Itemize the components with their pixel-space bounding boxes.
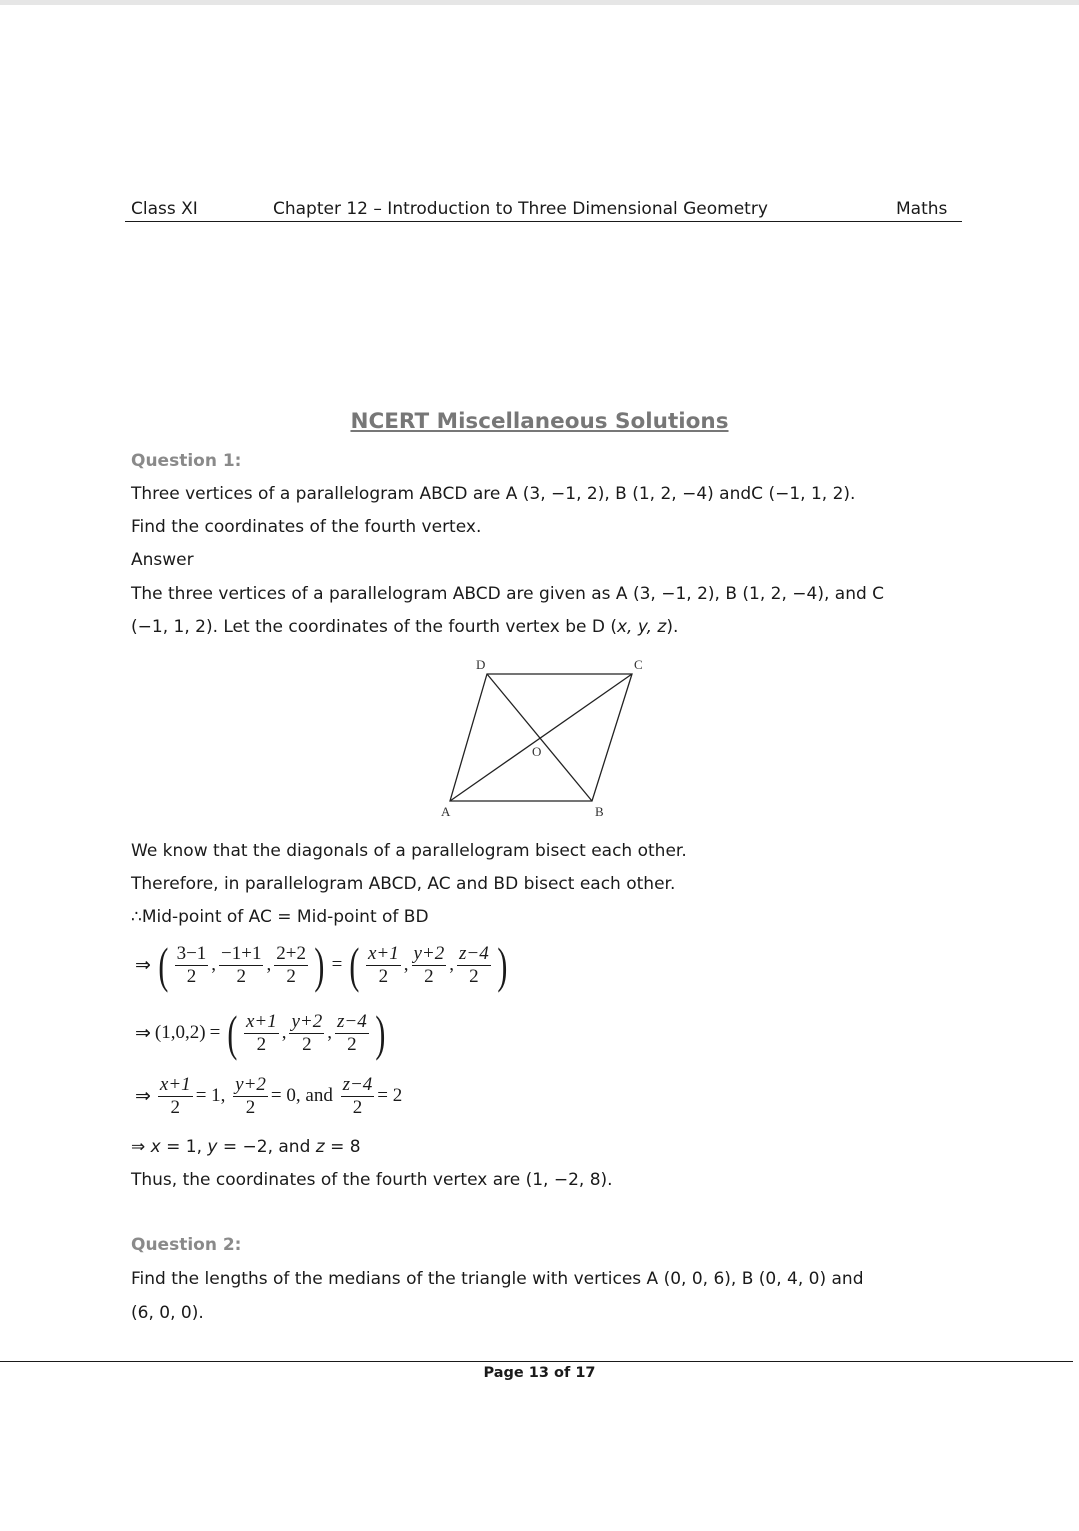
question-1-text-line1: Three vertices of a parallelogram ABCD are A (3, −1, 2), B (1, 2, −4) andC (−1, 1, 2). [131, 484, 856, 504]
fraction: $\frac{2+2}{2}$ [276, 942, 306, 987]
question-1-text-line2: Find the coordinates of the fourth vertex. [131, 517, 482, 537]
question-2-text-line1: Find the lengths of the medians of the triangle with vertices A (0, 0, 6), B (0, 4, 0) and [131, 1269, 864, 1289]
top-band [0, 0, 1079, 5]
fraction: $\frac{x+1}{2}$ [367, 942, 399, 987]
math-midpoint-equation: ⇒ ( $\frac{3-1}{2}$ , $\frac{-1+1}{2}$ , $\frac{2+2}{2}$ ) = ( $\frac{x+1}{2}$ , $\frac{y+2}{2}$ , $\frac{z-4}{2}$ ) [135, 937, 508, 993]
conclusion-line: Thus, the coordinates of the fourth vertex are (1, −2, 8). [131, 1170, 613, 1190]
text-midpoint: ∴Mid-point of AC = Mid-point of BD [131, 907, 429, 927]
header-class: Class XI [131, 199, 198, 219]
diagonal-ac [450, 674, 632, 801]
text-therefore: Therefore, in parallelogram ABCD, AC and BD bisect each other. [131, 874, 676, 894]
footer-rule [0, 1361, 1073, 1362]
math-component-equations: ⇒ $\frac{x+1}{2}$ = 1, $\frac{y+2}{2}$ = 0, and $\frac{z-4}{2}$ = 2 [135, 1074, 403, 1118]
fraction: $\frac{y+2}{2}$ [291, 1010, 323, 1055]
result-line: ⇒ x = 1, y = −2, and z = 8 [131, 1137, 361, 1157]
center-label-o: O [532, 744, 542, 759]
parallelogram-figure [430, 652, 660, 824]
fraction: $\frac{3-1}{2}$ [176, 942, 207, 987]
fraction: $\frac{z-4}{2}$ [459, 942, 489, 987]
header-chapter: Chapter 12 – Introduction to Three Dimensional Geometry [273, 199, 768, 219]
fraction: $\frac{x+1}{2}$ [159, 1074, 191, 1118]
vertex-label-d: D [476, 657, 486, 672]
fraction: $\frac{z-4}{2}$ [342, 1074, 373, 1118]
text-diagonals: We know that the diagonals of a parallelogram bisect each other. [131, 841, 687, 861]
fraction: $\frac{y+2}{2}$ [235, 1074, 266, 1118]
math-point-equation: ⇒ (1,0,2) = ( $\frac{x+1}{2}$ , $\frac{y+2}{2}$ , $\frac{z-4}{2}$ ) [135, 1005, 386, 1061]
answer-label: Answer [131, 550, 194, 570]
vertex-label-b: B [595, 804, 604, 819]
fraction: $\frac{z-4}{2}$ [336, 1010, 367, 1055]
vertex-label-a: A [441, 804, 451, 819]
header-subject: Maths [896, 199, 948, 219]
answer-line2: (−1, 1, 2). Let the coordinates of the fourth vertex be D (x, y, z). [131, 617, 679, 637]
question-2-label: Question 2: [131, 1235, 242, 1255]
page-title: NCERT Miscellaneous Solutions [350, 409, 729, 434]
fraction: $\frac{-1+1}{2}$ [221, 942, 262, 987]
fraction: $\frac{y+2}{2}$ [413, 942, 445, 987]
diagonal-bd [487, 674, 592, 801]
question-2-text-line2: (6, 0, 0). [131, 1303, 204, 1323]
answer-line1: The three vertices of a parallelogram ABCD are given as A (3, −1, 2), B (1, 2, −4), and C [131, 584, 885, 604]
question-1-label: Question 1: [131, 451, 242, 471]
fraction: $\frac{x+1}{2}$ [245, 1010, 277, 1055]
vertex-label-c: C [634, 657, 643, 672]
page-number: Page 13 of 17 [483, 1365, 596, 1381]
header-rule [125, 221, 962, 222]
